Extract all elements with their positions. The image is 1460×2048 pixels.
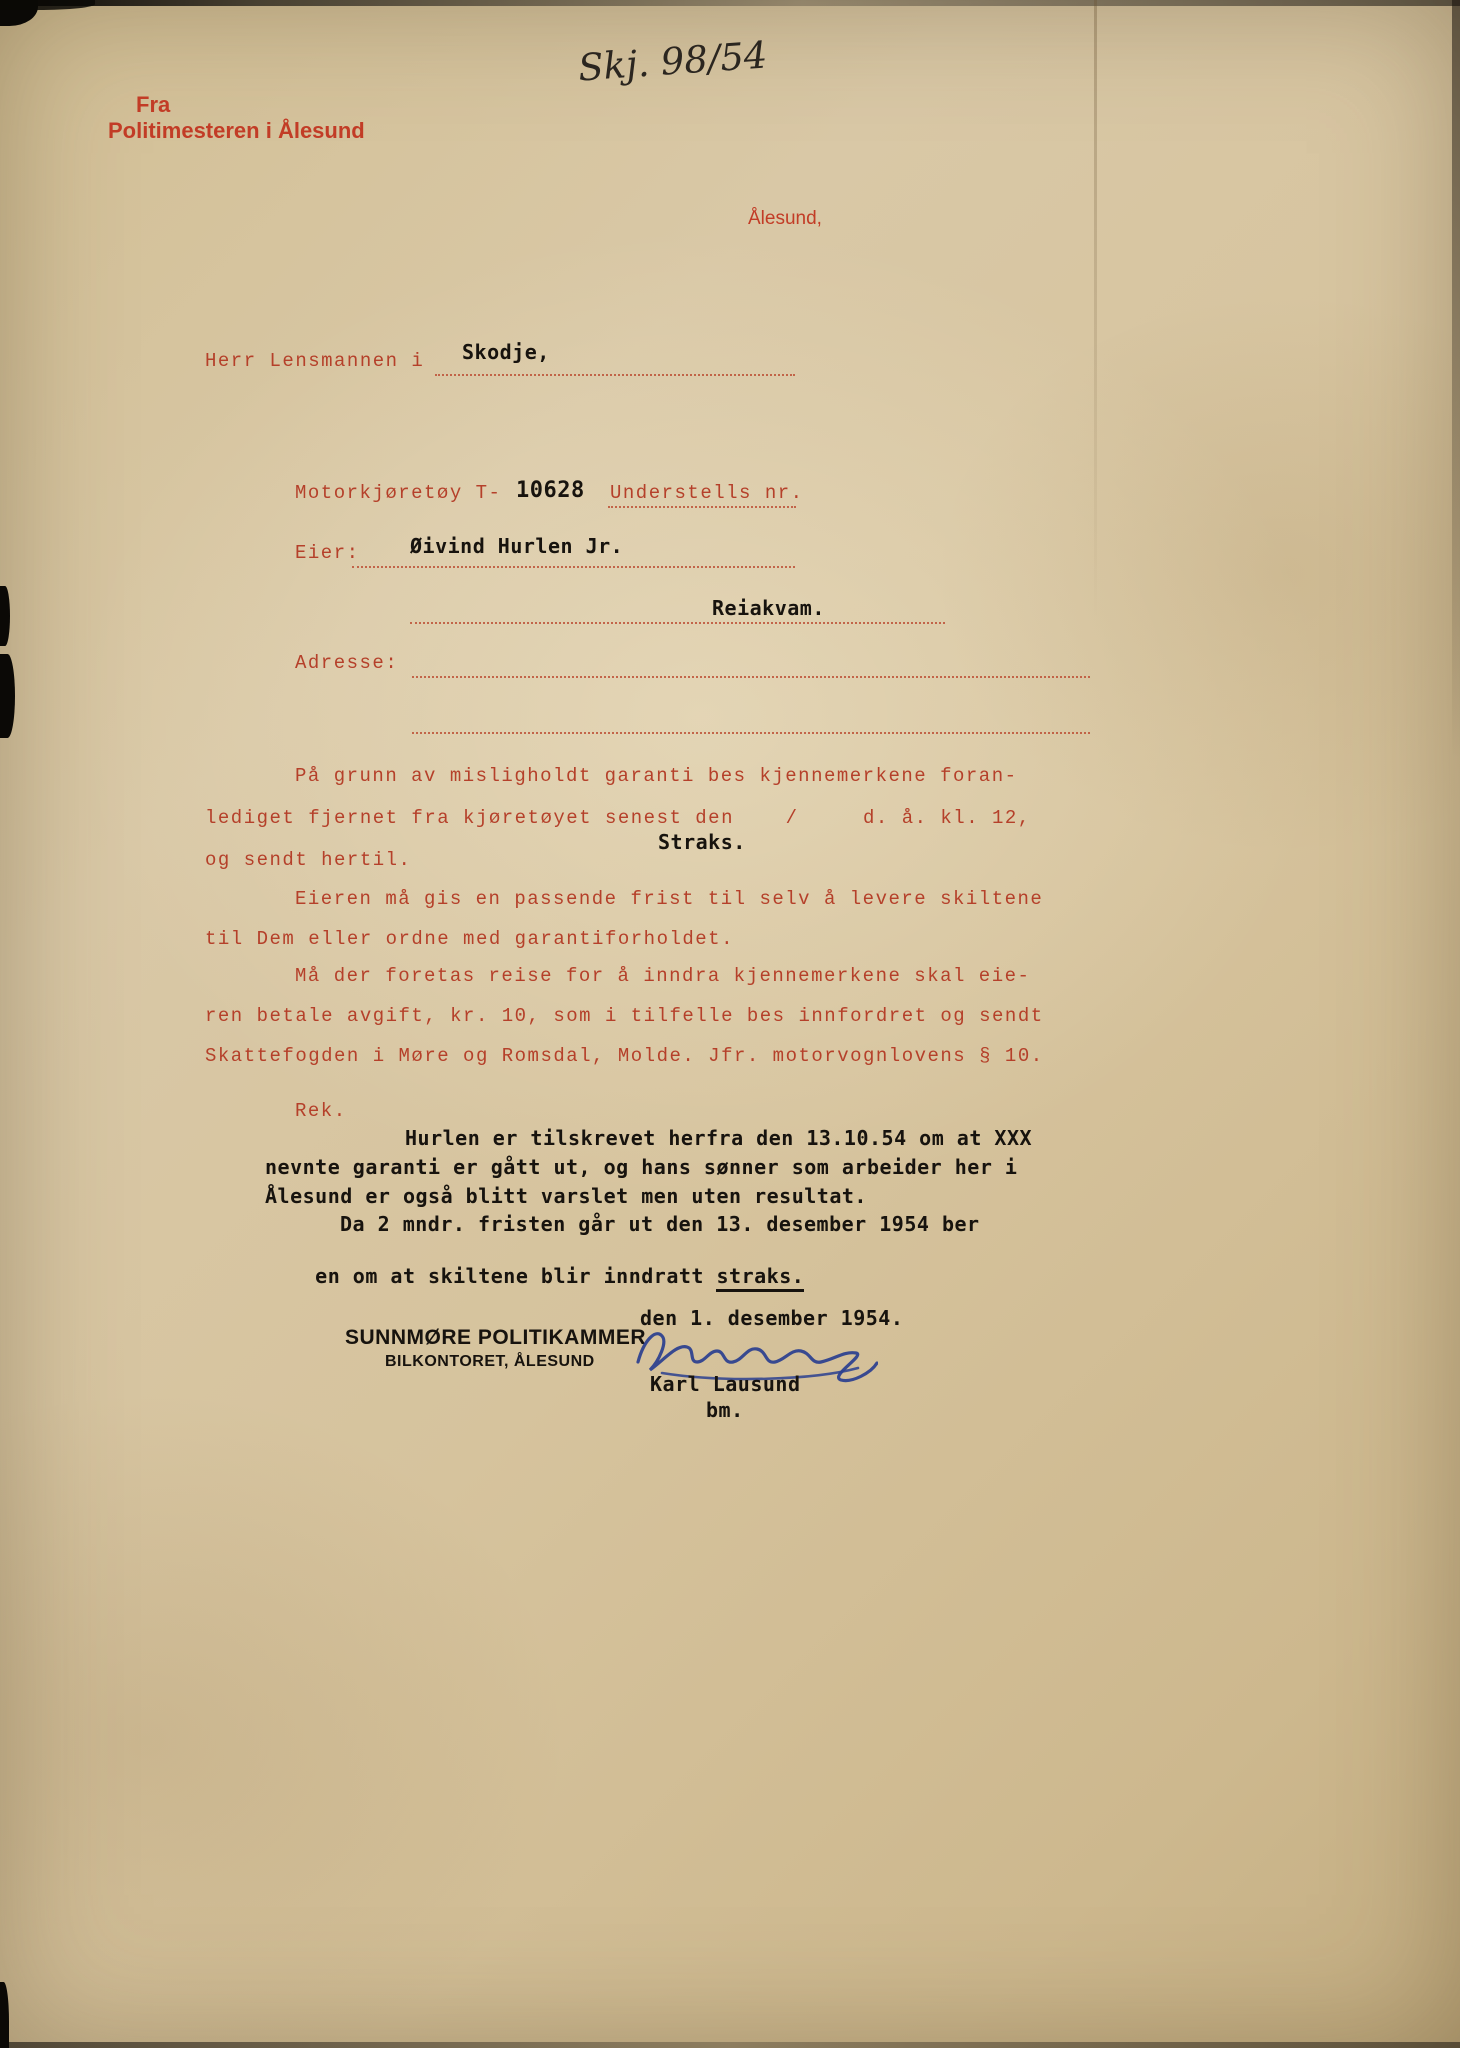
signer-name: Karl Lausund (650, 1372, 801, 1396)
body-paragraph1-line1: På grunn av misligholdt garanti bes kjennemerkene foran- (295, 765, 1018, 787)
body-paragraph1-line2: lediget fjernet fra kjøretøyet senest den / d. å. kl. 12, (205, 807, 1031, 829)
recipient-label: Herr Lensmannen i (205, 350, 425, 372)
handwritten-case-number: Skj. 98/54 (576, 33, 769, 90)
typed-note-line3: Ålesund er også blitt varslet men uten resultat. (265, 1184, 867, 1208)
body-paragraph2-line1: Eieren må gis en passende frist til selv å levere skiltene (295, 888, 1044, 910)
scan-artifact (0, 586, 10, 646)
address-label: Adresse: (295, 652, 399, 674)
deadline-inserted-value: Straks. (658, 830, 746, 854)
scan-artifact (1452, 0, 1460, 760)
scan-artifact (0, 654, 15, 738)
scan-artifact (0, 2042, 1460, 2048)
dotted-line (435, 372, 795, 376)
body-paragraph2-line2: til Dem eller ordne med garantiforholdet. (205, 928, 734, 950)
owner-place: Reiakvam. (712, 596, 825, 620)
body-paragraph3-line1: Må der foretas reise for å inndra kjennemerkene skal eie- (295, 965, 1031, 987)
owner-value: Øivind Hurlen Jr. (410, 534, 624, 558)
typed-note-line1: Hurlen er tilskrevet herfra den 13.10.54 om at XXX (405, 1126, 1033, 1150)
scan-artifact (0, 0, 95, 10)
rek-label: Rek. (295, 1100, 347, 1122)
signer-title: bm. (706, 1398, 744, 1422)
office-stamp-line2: BILKONTORET, ÅLESUND (385, 1353, 595, 1370)
typed-note-straks-underlined: straks. (716, 1264, 804, 1292)
typed-note-line5 (265, 1240, 804, 1312)
vehicle-number: 10628 (516, 478, 585, 503)
scan-artifact (0, 0, 1460, 6)
place-date-line: Ålesund, (748, 208, 822, 229)
owner-label: Eier: (295, 542, 360, 564)
typed-note-line4: Da 2 mndr. fristen går ut den 13. desember 1954 ber (340, 1212, 980, 1236)
from-label: Fra (136, 92, 171, 117)
dotted-line (352, 564, 795, 568)
typed-note-line5-text: en om at skiltene blir inndratt (315, 1264, 717, 1288)
body-paragraph3-line2: ren betale avgift, kr. 10, som i tilfelle bes innfordret og sendt (205, 1005, 1044, 1027)
scan-artifact (0, 1982, 9, 2048)
paper-crease (1094, 0, 1097, 620)
dotted-line (608, 504, 796, 508)
body-paragraph3-line3: Skattefogden i Møre og Romsdal, Molde. Jfr. motorvognlovens § 10. (205, 1045, 1044, 1067)
dotted-line (410, 620, 945, 624)
office-stamp-line1: SUNNMØRE POLITIKAMMER (345, 1326, 646, 1349)
typed-note-line2: nevnte garanti er gått ut, og hans sønner som arbeider her i (265, 1155, 1018, 1179)
recipient-value: Skodje, (462, 340, 550, 364)
dotted-line (412, 674, 1090, 678)
dotted-line (412, 730, 1090, 734)
vehicle-label: Motorkjøretøy T- (295, 482, 502, 504)
chassis-label: Understells nr. (610, 482, 804, 504)
sender-name: Politimesteren i Ålesund (108, 118, 365, 143)
date-line: den 1. desember 1954. (640, 1306, 904, 1330)
body-paragraph1-line3: og sendt hertil. (205, 849, 412, 871)
